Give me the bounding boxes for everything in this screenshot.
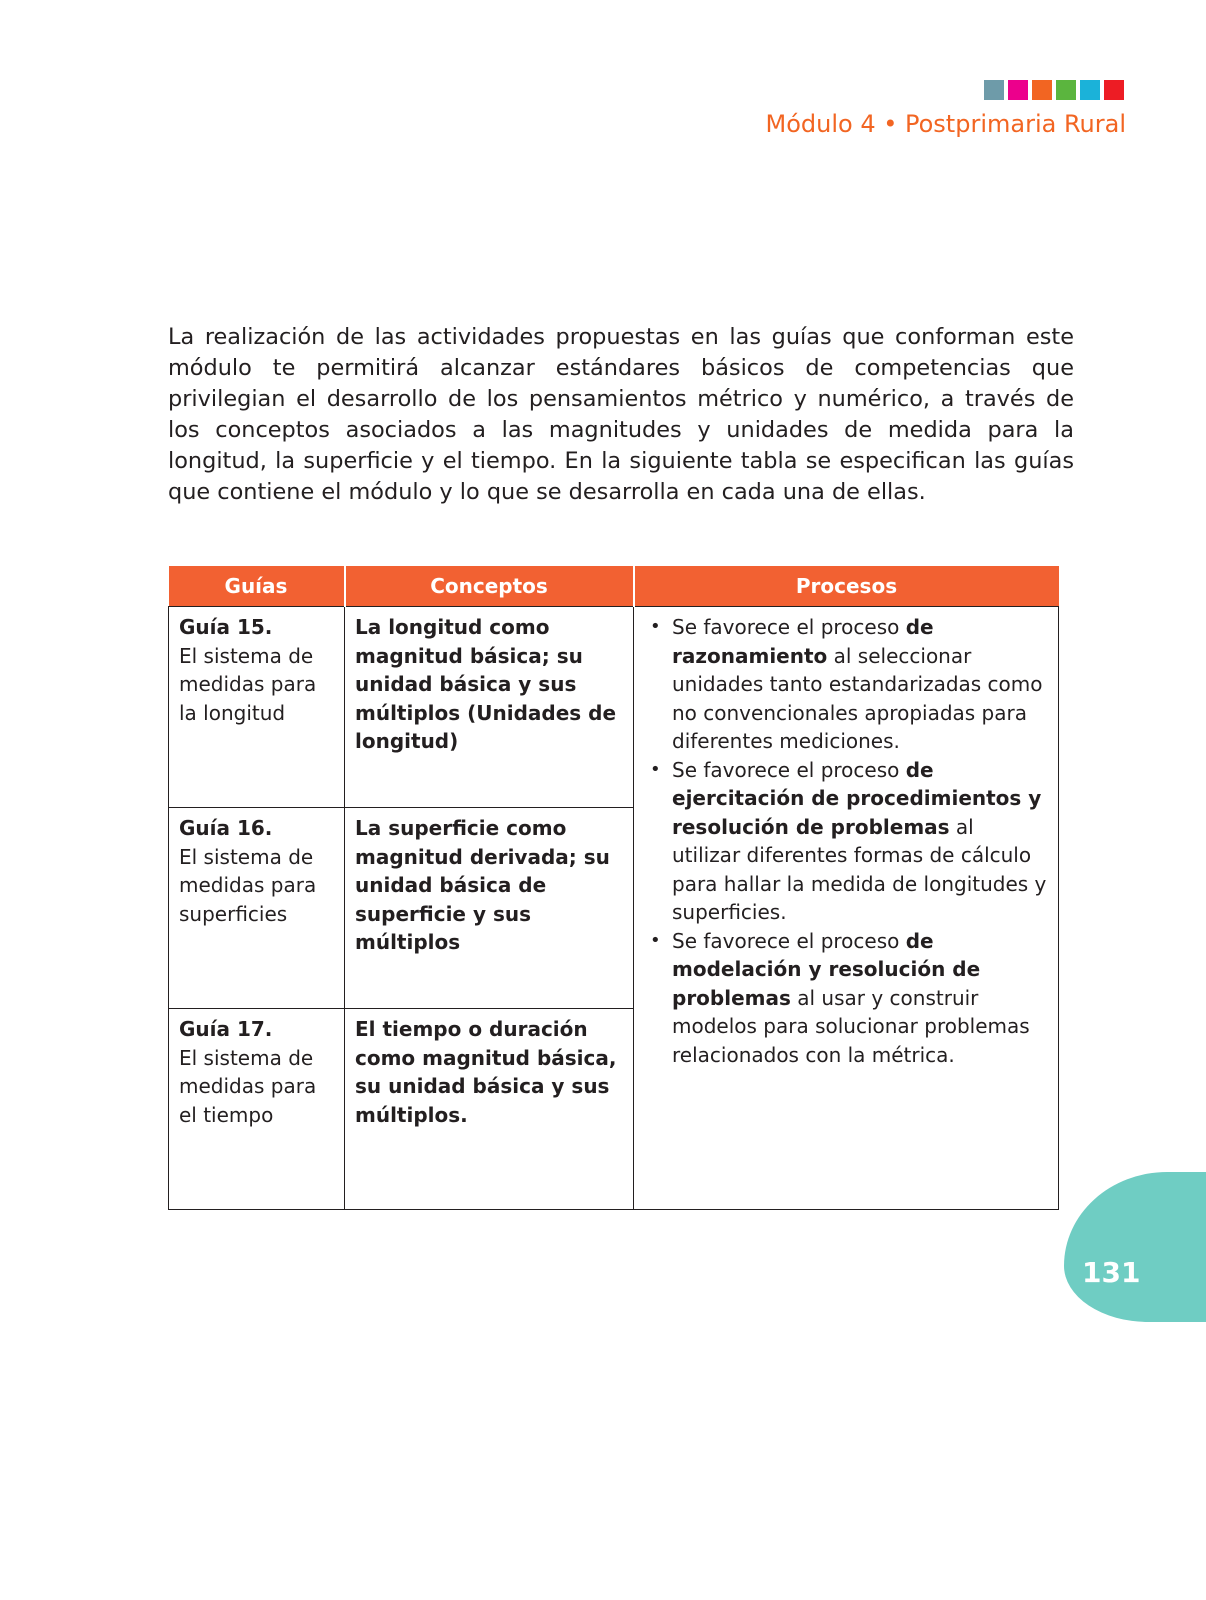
module-title: Módulo 4 • Postprimaria Rural bbox=[765, 110, 1126, 138]
process-item bbox=[644, 927, 1048, 1070]
processes-cell bbox=[634, 607, 1059, 1210]
page-number: 131 bbox=[1082, 1256, 1141, 1289]
process-text: Se favorece el proceso bbox=[672, 928, 906, 953]
header-guias: Guías bbox=[169, 566, 345, 607]
process-text: al seleccionar unidades tanto estandarizadas como no convencionales apropiadas para diferentes mediciones. bbox=[672, 643, 1043, 753]
process-item bbox=[644, 613, 1048, 756]
table-row bbox=[169, 607, 1059, 808]
process-item bbox=[644, 756, 1048, 927]
guide-description: El sistema de medidas para la longitud bbox=[179, 643, 317, 725]
process-text: al utilizar diferentes formas de cálculo para hallar la medida de longitudes y superficies. bbox=[672, 814, 1047, 924]
header-conceptos: Conceptos bbox=[345, 566, 634, 607]
guide-description: El sistema de medidas para superficies bbox=[179, 844, 317, 926]
concept-cell: La superficie como magnitud derivada; su unidad básica de superficie y sus múltiplos bbox=[345, 808, 634, 1009]
color-strip bbox=[984, 80, 1124, 100]
guide-number: Guía 16. bbox=[179, 816, 273, 840]
guides-table bbox=[168, 566, 1059, 1210]
intro-paragraph: La realización de las actividades propuestas en las guías que conforman este módulo te permitirá alcanzar estándares básicos de competencias que privilegian el desarrollo de los pensamientos métrico y numérico, a través de los conceptos asociados a las magnitudes y unidades de medida para la longitud, la superficie y el tiempo. En la siguiente tabla se especifican las guías que contiene el módulo y lo que se desarrolla en cada una de ellas. bbox=[168, 324, 1074, 505]
process-text: Se favorece el proceso bbox=[672, 757, 906, 782]
guide-number: Guía 15. bbox=[179, 615, 273, 639]
color-swatch bbox=[984, 80, 1004, 100]
process-bold: de ejercitación de procedimientos y resolución de problemas bbox=[672, 757, 1042, 839]
concept-cell: El tiempo o duración como magnitud básica, su unidad básica y sus múltiplos. bbox=[345, 1009, 634, 1210]
color-swatch bbox=[1008, 80, 1028, 100]
color-swatch bbox=[1056, 80, 1076, 100]
header-procesos: Procesos bbox=[634, 566, 1059, 607]
color-swatch bbox=[1032, 80, 1052, 100]
guide-cell bbox=[169, 808, 345, 1009]
guide-cell bbox=[169, 1009, 345, 1210]
guide-number: Guía 17. bbox=[179, 1017, 273, 1041]
table-header-row bbox=[169, 566, 1059, 607]
process-text: Se favorece el proceso bbox=[672, 615, 906, 639]
process-bold: de razonamiento bbox=[672, 615, 934, 668]
guide-description: El sistema de medidas para el tiempo bbox=[179, 1045, 317, 1127]
process-text: al usar y construir modelos para solucionar problemas relacionados con la métrica. bbox=[672, 985, 1030, 1067]
color-swatch bbox=[1080, 80, 1100, 100]
process-bold: de modelación y resolución de problemas bbox=[672, 928, 981, 1010]
guide-cell bbox=[169, 607, 345, 808]
process-list bbox=[644, 613, 1048, 1069]
color-swatch bbox=[1104, 80, 1124, 100]
concept-cell: La longitud como magnitud básica; su unidad básica y sus múltiplos (Unidades de longitud) bbox=[345, 607, 634, 808]
page-number-blob bbox=[1064, 1172, 1206, 1322]
